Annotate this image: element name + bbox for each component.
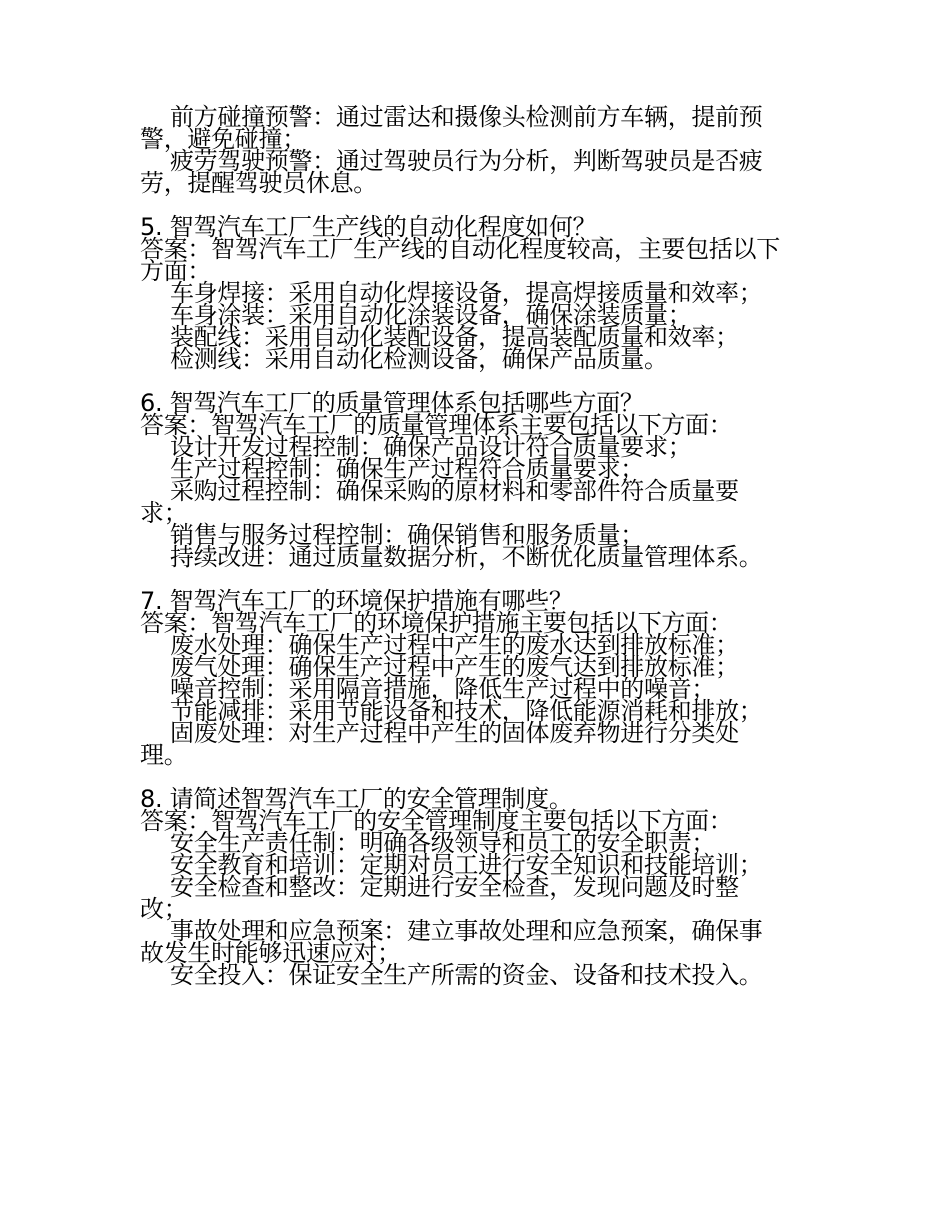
text-line: 车身焊接：采用自动化焊接设备，提高焊接质量和效率； [170, 279, 763, 307]
text-line: 答案：智驾汽车工厂的质量管理体系主要包括以下方面： [140, 411, 733, 439]
text-line: 求； [140, 499, 188, 527]
text-line: 事故处理和应急预案：建立事故处理和应急预案，确保事 [170, 917, 763, 945]
text-line: 6. 智驾汽车工厂的质量管理体系包括哪些方面？ [140, 389, 644, 417]
text-line: 7. 智驾汽车工厂的环境保护措施有哪些？ [140, 587, 573, 615]
text-line: 答案：智驾汽车工厂的环境保护措施主要包括以下方面： [140, 609, 733, 637]
text-line: 方面： [140, 257, 212, 285]
text-line: 装配线：采用自动化装配设备，提高装配质量和效率； [170, 323, 739, 351]
text-line: 劳，提醒驾驶员休息。 [140, 169, 377, 197]
text-line: 警，避免碰撞； [140, 125, 306, 153]
text-line: 设计开发过程控制：确保产品设计符合质量要求； [170, 433, 692, 461]
text-line: 持续改进：通过质量数据分析，不断优化质量管理体系。 [170, 543, 763, 571]
text-line: 废气处理：确保生产过程中产生的废气达到排放标准； [170, 653, 739, 681]
text-line: 安全投入：保证安全生产所需的资金、设备和技术投入。 [170, 961, 763, 989]
text-line: 车身涂装：采用自动化涂装设备，确保涂装质量； [170, 301, 692, 329]
text-line: 检测线：采用自动化检测设备，确保产品质量。 [170, 345, 668, 373]
document-body [140, 103, 820, 989]
text-line: 5. 智驾汽车工厂生产线的自动化程度如何？ [140, 213, 597, 241]
text-line: 生产过程控制：确保生产过程符合质量要求； [170, 455, 644, 483]
text-line: 节能减排：采用节能设备和技术，降低能源消耗和排放； [170, 697, 763, 725]
text-line: 安全生产责任制：明确各级领导和员工的安全职责； [170, 829, 716, 857]
text-line: 理。 [140, 741, 188, 769]
text-line: 前方碰撞预警：通过雷达和摄像头检测前方车辆，提前预 [170, 103, 763, 131]
text-line: 改； [140, 895, 188, 923]
text-line: 答案：智驾汽车工厂的安全管理制度主要包括以下方面： [140, 807, 733, 835]
text-line: 疲劳驾驶预警：通过驾驶员行为分析，判断驾驶员是否疲 [170, 147, 763, 175]
text-line: 废水处理：确保生产过程中产生的废水达到排放标准； [170, 631, 739, 659]
text-line: 8. 请简述智驾汽车工厂的安全管理制度。 [140, 785, 573, 813]
text-line: 答案：智驾汽车工厂生产线的自动化程度较高，主要包括以下 [140, 235, 780, 263]
text-line: 固废处理：对生产过程中产生的固体废弃物进行分类处 [170, 719, 739, 747]
text-line: 采购过程控制：确保采购的原材料和零部件符合质量要 [170, 477, 739, 505]
text-line: 噪音控制：采用隔音措施，降低生产过程中的噪音； [170, 675, 716, 703]
text-line: 销售与服务过程控制：确保销售和服务质量； [170, 521, 644, 549]
text-line: 安全教育和培训：定期对员工进行安全知识和技能培训； [170, 851, 763, 879]
text-line: 安全检查和整改：定期进行安全检查，发现问题及时整 [170, 873, 739, 901]
text-line: 故发生时能够迅速应对； [140, 939, 401, 967]
